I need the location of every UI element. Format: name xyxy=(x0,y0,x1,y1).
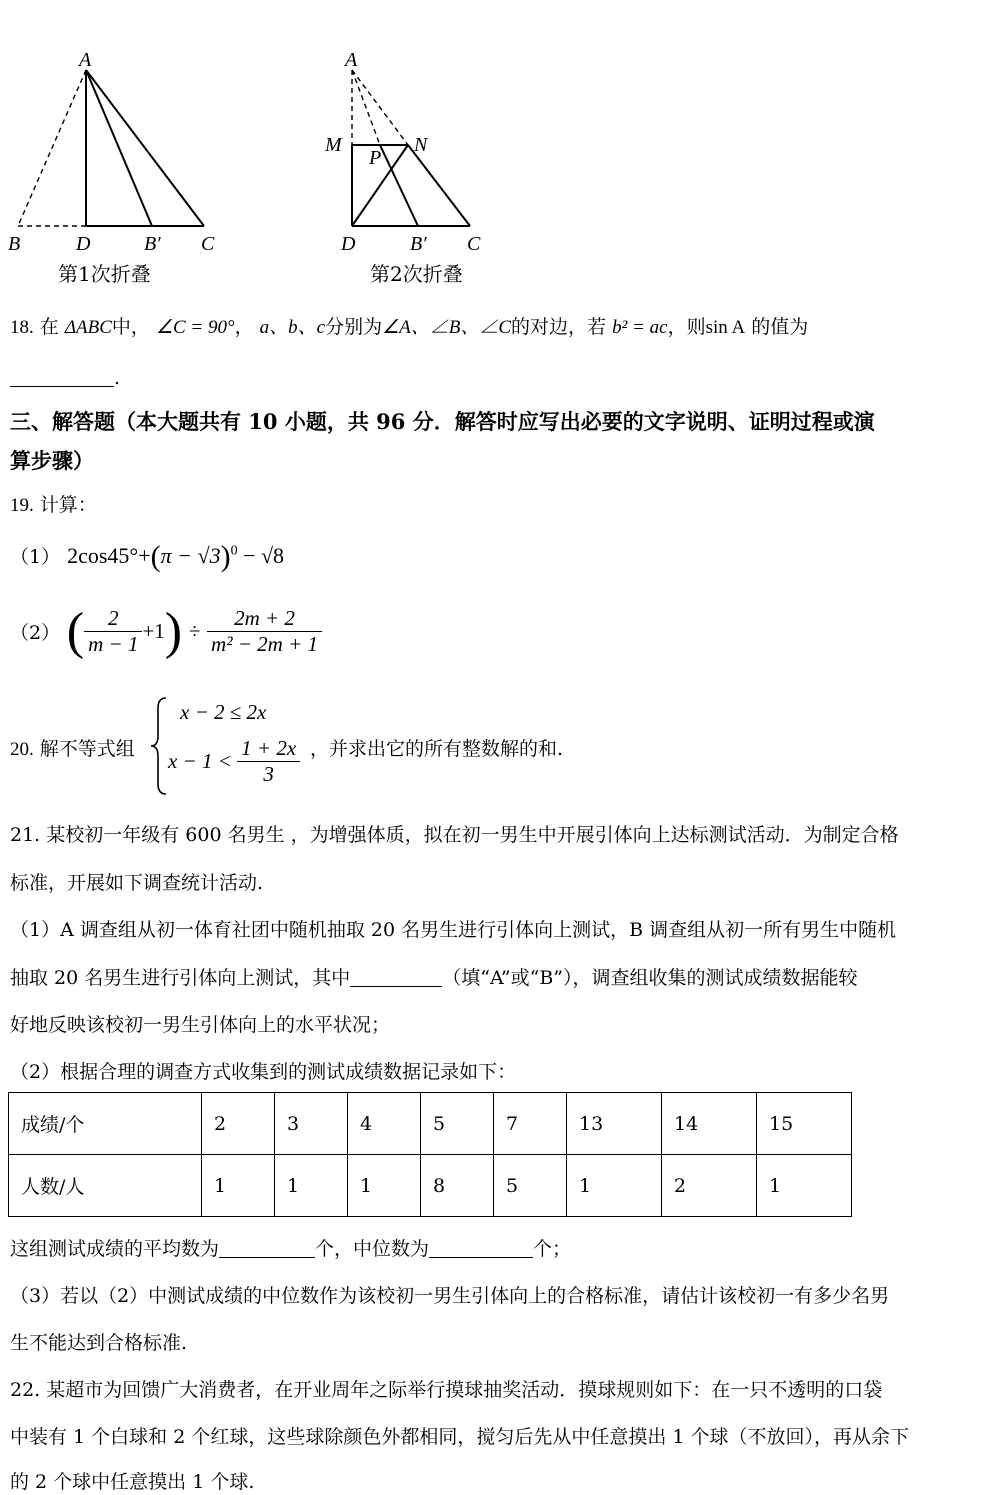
q19-p2-frac2: $\frac{2m + 2}{\text{m² − 2m + 1}}$ xyxy=(207,606,322,657)
label-C: C xyxy=(201,233,215,255)
q18-sides: a、b、c xyxy=(259,317,326,338)
q20-inequality-2: x − 1 < $\frac{1 + 2x}{3}$ xyxy=(168,736,300,787)
q20-brace xyxy=(150,696,168,796)
q21-line-2: 标准，开展如下调查统计活动. xyxy=(10,872,264,894)
section-3-heading: 三、解答题（本大题共有 10 小题，共 96 分．解答时应写出必要的文字说明、证明过程或演 xyxy=(10,409,875,434)
label-C: C xyxy=(467,233,481,255)
q18-text-c: ， xyxy=(234,316,254,338)
label-A: A xyxy=(345,49,358,71)
table-cell: 13 xyxy=(567,1093,662,1155)
q18-triangle: ΔABC xyxy=(64,317,112,338)
q18-angles: ∠A、∠B、∠C xyxy=(382,317,512,338)
q20-tail: ，并求出它的所有整数解的和. xyxy=(310,738,564,760)
q18-sin-a: sin A xyxy=(705,317,746,338)
q18-angle-c: ∠C = 90° xyxy=(155,317,235,338)
q21-part-3-line-1: （3）若以（2）中测试成绩的中位数作为该校初一男生引体向上的合格标准，请估计该校初一有多少名男 xyxy=(10,1285,890,1307)
q19-number: 19. xyxy=(10,495,34,516)
segment-AB-prime xyxy=(86,70,152,226)
table-cell: 2 xyxy=(662,1155,757,1217)
q22-line-3: 的 2 个球中任意摸出 1 个球. xyxy=(10,1471,255,1493)
q19-p2-label: （2） xyxy=(10,622,61,644)
segment-AB xyxy=(18,70,86,226)
q18-text-a: 在 xyxy=(39,316,59,338)
q21-part-2-line-1: （2）根据合理的调查方式收集到的测试成绩数据记录如下： xyxy=(10,1061,517,1083)
q19-p1-a: 2cos45°+ xyxy=(67,543,151,568)
q20-text: 解不等式组 xyxy=(39,738,135,760)
table-cell: 成绩/个 xyxy=(9,1093,202,1155)
section-3-heading-cont: 算步骤） xyxy=(10,448,94,473)
table-cell: 人数/人 xyxy=(9,1155,202,1217)
q18-text-e: 的对边，若 xyxy=(511,316,607,338)
label-D: D xyxy=(76,233,91,255)
table-cell: 1 xyxy=(202,1155,275,1217)
q18-number: 18. xyxy=(10,317,34,338)
table-cell: 14 xyxy=(662,1093,757,1155)
q21-part-1-line-3: 好地反映该校初一男生引体向上的水平状况； xyxy=(10,1014,391,1036)
q22-line-1: 22. 某超市为回馈广大消费者，在开业周年之际举行摸球抽奖活动．摸球规则如下：在一只不透明的口袋 xyxy=(10,1379,883,1401)
label-A: A xyxy=(79,49,92,71)
q18-text-b: 中， xyxy=(111,316,150,338)
median-blank[interactable] xyxy=(429,1237,533,1258)
label-P: P xyxy=(369,147,382,169)
q18-text-g: 的值为 xyxy=(751,316,809,338)
table-cell: 3 xyxy=(275,1093,348,1155)
segment-AN xyxy=(352,70,408,145)
table-row xyxy=(9,1155,852,1217)
segment-AP xyxy=(352,70,380,145)
q21-line-1: 21. 某校初一年级有 600 名男生 ，为增强体质，拟在初一男生中开展引体向上达标测试活动．为制定合格 xyxy=(10,824,899,846)
label-D: D xyxy=(341,233,356,255)
q21-part-1-line-1: （1）A 调查组从初一体育社团中随机抽取 20 名男生进行引体向上测试，B 调查组从初一所有男生中随机 xyxy=(10,919,897,941)
q19-p1-exp: 0 xyxy=(230,543,238,559)
score-table xyxy=(8,1092,852,1217)
question-20 xyxy=(10,734,135,761)
table-cell: 7 xyxy=(494,1093,567,1155)
table-cell: 2 xyxy=(202,1093,275,1155)
table-cell: 5 xyxy=(494,1155,567,1217)
table-cell: 8 xyxy=(421,1155,494,1217)
segment-NC xyxy=(408,145,470,226)
label-N: N xyxy=(414,134,428,156)
q19-p2-plus: +1 xyxy=(142,619,165,643)
question-19 xyxy=(10,490,97,517)
q21-part-1-line-2: 抽取 20 名男生进行引体向上测试，其中 （填“A”或“B”），调查组收集的测试成绩数据能较 xyxy=(10,967,858,989)
q18-text-d: 分别为 xyxy=(325,316,383,338)
table-cell: 1 xyxy=(275,1155,348,1217)
q19-p1-b: π − √3 xyxy=(160,543,221,568)
q19-part-1: （1） $2\cos 45^\circ+(\pi - √3)^0 - √8$ xyxy=(10,540,285,573)
label-B-prime: B′ xyxy=(144,233,161,255)
q22-line-2: 中装有 1 个白球和 2 个红球，这些球除颜色外都相同，搅匀后先从中任意摸出 1 个球（不放回），再从余下 xyxy=(10,1426,910,1448)
q19-p2-frac1: $\frac{2}{m - 1}$ xyxy=(84,606,142,657)
figure-1-caption: 第1次折叠 xyxy=(58,262,151,286)
figure-fold-1 xyxy=(0,40,240,260)
q19-p1-c: − √8 xyxy=(237,543,285,568)
table-cell: 15 xyxy=(757,1093,852,1155)
q18-text-f: ，则 xyxy=(667,316,706,338)
segment-AC xyxy=(86,70,204,226)
q21-group-blank[interactable] xyxy=(350,966,442,987)
q19-p2-div: ÷ xyxy=(188,619,201,643)
q19-part-2: （2） ( $\frac{2}{m - 1}$ +1) ÷ $\frac{2m + 2}{\text{m² − 2m + 1}}$ xyxy=(10,602,322,661)
mean-blank[interactable] xyxy=(219,1237,315,1258)
label-M: M xyxy=(325,134,342,156)
table-row xyxy=(9,1093,852,1155)
q19-p1-label: （1） xyxy=(10,546,61,568)
q18-condition: b² = ac xyxy=(612,317,668,338)
table-cell: 1 xyxy=(567,1155,662,1217)
label-B: B xyxy=(8,233,21,255)
q21-part-2-question: 这组测试成绩的平均数为 个，中位数为 个； xyxy=(10,1238,572,1260)
q20-number: 20. xyxy=(10,739,34,760)
figure-2-caption: 第2次折叠 xyxy=(370,262,463,286)
table-cell: 5 xyxy=(421,1093,494,1155)
label-B-prime: B′ xyxy=(410,233,427,255)
q19-title: 计算： xyxy=(39,494,97,516)
figure-fold-2 xyxy=(300,40,520,260)
table-cell: 4 xyxy=(348,1093,421,1155)
table-cell: 1 xyxy=(757,1155,852,1217)
q21-part-3-line-2: 生不能达到合格标准. xyxy=(10,1332,188,1354)
table-cell: 1 xyxy=(348,1155,421,1217)
q18-end: . xyxy=(114,367,121,389)
question-18 xyxy=(10,312,808,339)
q18-answer-blank[interactable] xyxy=(10,366,120,389)
q20-inequality-1: x − 2 ≤ 2x xyxy=(180,700,267,724)
